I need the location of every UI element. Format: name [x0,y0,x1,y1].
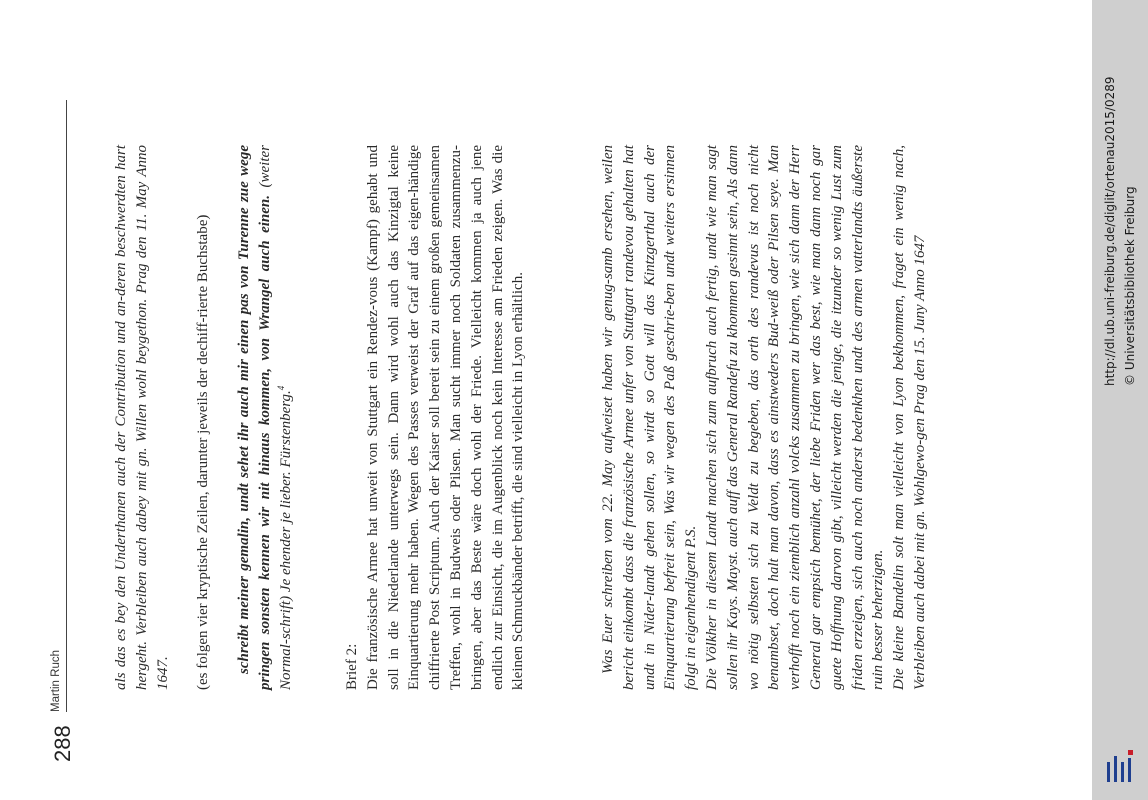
source-url-link[interactable]: http://dl.ub.uni-freiburg.de/diglit/ortenau2015/0289 [1103,76,1117,386]
transcription-paragraph-2: Die Völkher in diesem Landt machen sich zum aufbruch auch fertig, undt wie man sagt sollen ihr Kays. Mayst. auch auff das General Randefu zu khommen gesinnt sein, Als dann wo nötig selbsten sich zu Veldt zu begeben, das orth des randevus ist noch nicht benambset, doch halt man davon, dass es ainstweders Bud-weiß oder Pilsen seye. Man verhofft noch ein ziemblich anzahl volcks zusammen zu bringen, wie sich dann der Herr General gar empsich bemühet, der liebe Friden wer das best, wie man dann noch gar guete Hoffnung darvon gibt, villeicht werden die jenige, die itzunder so wenig Lust zum friden erzeigen, sich auch noch anderst bedenkhen undt des armen vatterlandts äußerste ruin besser beherzigen. [703,145,887,690]
copyright-notice: © Universitätsbibliothek Freiburg [1123,186,1137,386]
deciphered-postscript [234,145,296,690]
library-sidebar [1092,0,1148,800]
letter-2-summary-text: Die französische Armee hat unweit von Stuttgart ein Rendez-vous (Kampf) gehabt und soll in die Niederlande unterwegs sein. Dann wird wohl auch das Kinzigtal keine Einquartierung mehr haben. Wegen des Passes verweist der Graf auf das eigen-händige chiffrierte Post Scriptum. Auch der Kaiser soll bereit sein zu einem großen gemeinsamen Treffen, wohl in Budweis oder Pilsen. Man sucht immer noch Soldaten zusammenzu-bringen, aber das Beste wäre doch wohl der Friede. Vielleicht kommen ja auch jene endlich zur Einsicht, die im Augenblick noch kein Interesse am Frieden zeigen. Was die kleinen Schmuckbänder betrifft, die sind vielleicht in Lyon erhältlich. [364,145,527,690]
letter-1-closing: als das es bey den Underthanen auch der Contribution und an-deren beschwerdten hart hergeht. Verbleiben auch dabey mit gn. Willen wohl beygethon. Prag den 11. May Anno 1647. [113,145,171,690]
book-page [0,140,1040,800]
logo-bar-right [1121,762,1124,782]
header-rule [66,100,67,712]
letter-2-transcription [598,145,931,690]
letter-2-summary [342,145,529,690]
logo-bar-left [1107,762,1110,782]
page-number: 288 [50,725,75,762]
transcription-paragraph-1: Was Euer schreiben vom 22. May aufweiset haben wir genug-samb ersehen, weilen bericht einkombt dass die französische Armee unfer von Stuttgart randevou gehalten hat undt in Nider-landt gehen sollen, so wirdt so Gott will das Kintzgerthal auch der Einquartierung befreit sein, Was wir wegen des Paß geschrie-ben undt weiters ersinnen folgt in eigenhendigent P.S. [600,145,700,690]
letter-2-label: Brief 2: [344,643,360,690]
cipher-note: (es folgen vier kryptische Zeilen, darunter jeweils der dechiff-rierte Buchstabe) [195,214,211,690]
deciphered-text-bold: schreibt meiner gemalin, undt sehet ihr auch mir einen pas von Turenne zue wege pringen sonsten kennen wir nit hinaus kommen, von Wrangel auch einen. [236,145,273,690]
running-head-author: Martin Ruch [50,650,62,712]
transcription-paragraph-3: Die kleine Bandelin solt man vielleicht von Lyon bekhommen, fraget ein wenig nach, Verbleiben auch dabei mit gn. Wohlgewo-gen Prag den 15. Juny Anno 1647 [891,145,928,690]
logo-red-square [1128,750,1133,755]
footnote-ref: 4 [275,385,286,391]
postscript-rest: (weiter Normal-schrift) Je ehender je lieber. Fürstenberg. [256,145,294,690]
ub-freiburg-logo-icon[interactable] [1104,748,1136,782]
logo-bar-far-right [1128,758,1131,782]
logo-bar-mid [1114,756,1117,782]
sidebar-text-container [1092,0,1148,800]
